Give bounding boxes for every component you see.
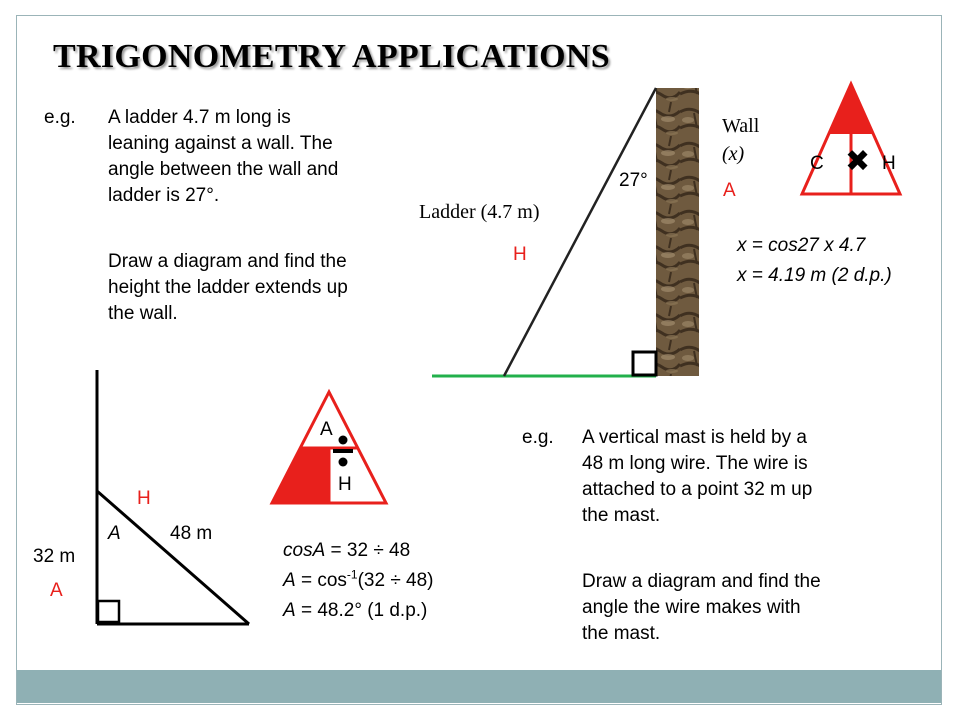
mast-angle-label: A <box>108 523 121 544</box>
mast-diagram <box>97 370 249 624</box>
cah-triangle-2 <box>272 392 386 503</box>
triangle2-h: H <box>338 474 352 495</box>
example2-task-line: Draw a diagram and find the <box>582 571 821 592</box>
mast-height-label: 32 m <box>33 546 76 567</box>
mast-adjacent-label: A <box>50 580 63 601</box>
mast-hypotenuse-label: H <box>137 488 151 509</box>
ladder-line <box>504 88 656 376</box>
example2-text <box>582 425 812 529</box>
angle-label: 27° <box>619 170 648 191</box>
right-angle-marker <box>633 352 656 375</box>
solution2-line3-rest: = 48.2° (1 d.p.) <box>295 600 428 621</box>
solution2-line3-var: A <box>283 600 296 621</box>
triangle1-c: C <box>810 153 824 174</box>
ladder-label: Ladder (4.7 m) <box>419 201 540 223</box>
slide-title: TRIGONOMETRY APPLICATIONS <box>53 38 610 75</box>
example1-task-line: height the ladder extends up <box>108 277 348 298</box>
triangle2-a: A <box>320 419 333 440</box>
cross-icon: ✖ <box>845 145 871 178</box>
solution2-line2 <box>283 568 434 594</box>
adjacent-label: A <box>723 180 736 201</box>
solution2-line1-var: cosA <box>283 540 326 561</box>
example2-eg: e.g. <box>522 427 554 448</box>
solution1-line1: x = cos27 x 4.7 <box>737 235 866 256</box>
solution1-line2: x = 4.19 m (2 d.p.) <box>737 265 892 286</box>
example2-task-line: angle the wire makes with <box>582 597 801 618</box>
solution2-line3 <box>283 598 427 624</box>
example1-line: A ladder 4.7 m long is <box>108 107 291 128</box>
wall-image <box>656 88 699 376</box>
solution2-line2-sup: -1 <box>346 567 358 582</box>
solution2-line2-var: A <box>283 570 296 591</box>
solution2-line1 <box>283 538 410 564</box>
wall-variable: (x) <box>722 143 745 165</box>
example2-task-line: the mast. <box>582 623 661 644</box>
example1-task-line: the wall. <box>108 303 178 324</box>
triangle1-h: H <box>882 153 896 174</box>
example2-line: the mast. <box>582 505 661 526</box>
solution2-line1-rest: = 32 ÷ 48 <box>325 540 411 561</box>
wire-length-label: 48 m <box>170 523 213 544</box>
example1-line: leaning against a wall. The <box>108 133 333 154</box>
example2-line: 48 m long wire. The wire is <box>582 453 808 474</box>
example1-line: ladder is 27°. <box>108 185 220 206</box>
example2-line: A vertical mast is held by a <box>582 427 807 448</box>
example1-line: angle between the wall and <box>108 159 339 180</box>
solution2-line2-rest: (32 ÷ 48) <box>357 570 434 591</box>
example2-line: attached to a point 32 m up <box>582 479 813 500</box>
example1-eg: e.g. <box>44 107 76 128</box>
example1-task-line: Draw a diagram and find the <box>108 251 347 272</box>
example2-task <box>582 569 821 647</box>
solution2-line2-mid: = cos <box>295 570 347 591</box>
wall-label: Wall <box>722 115 760 137</box>
hypotenuse-label: H <box>513 244 527 265</box>
